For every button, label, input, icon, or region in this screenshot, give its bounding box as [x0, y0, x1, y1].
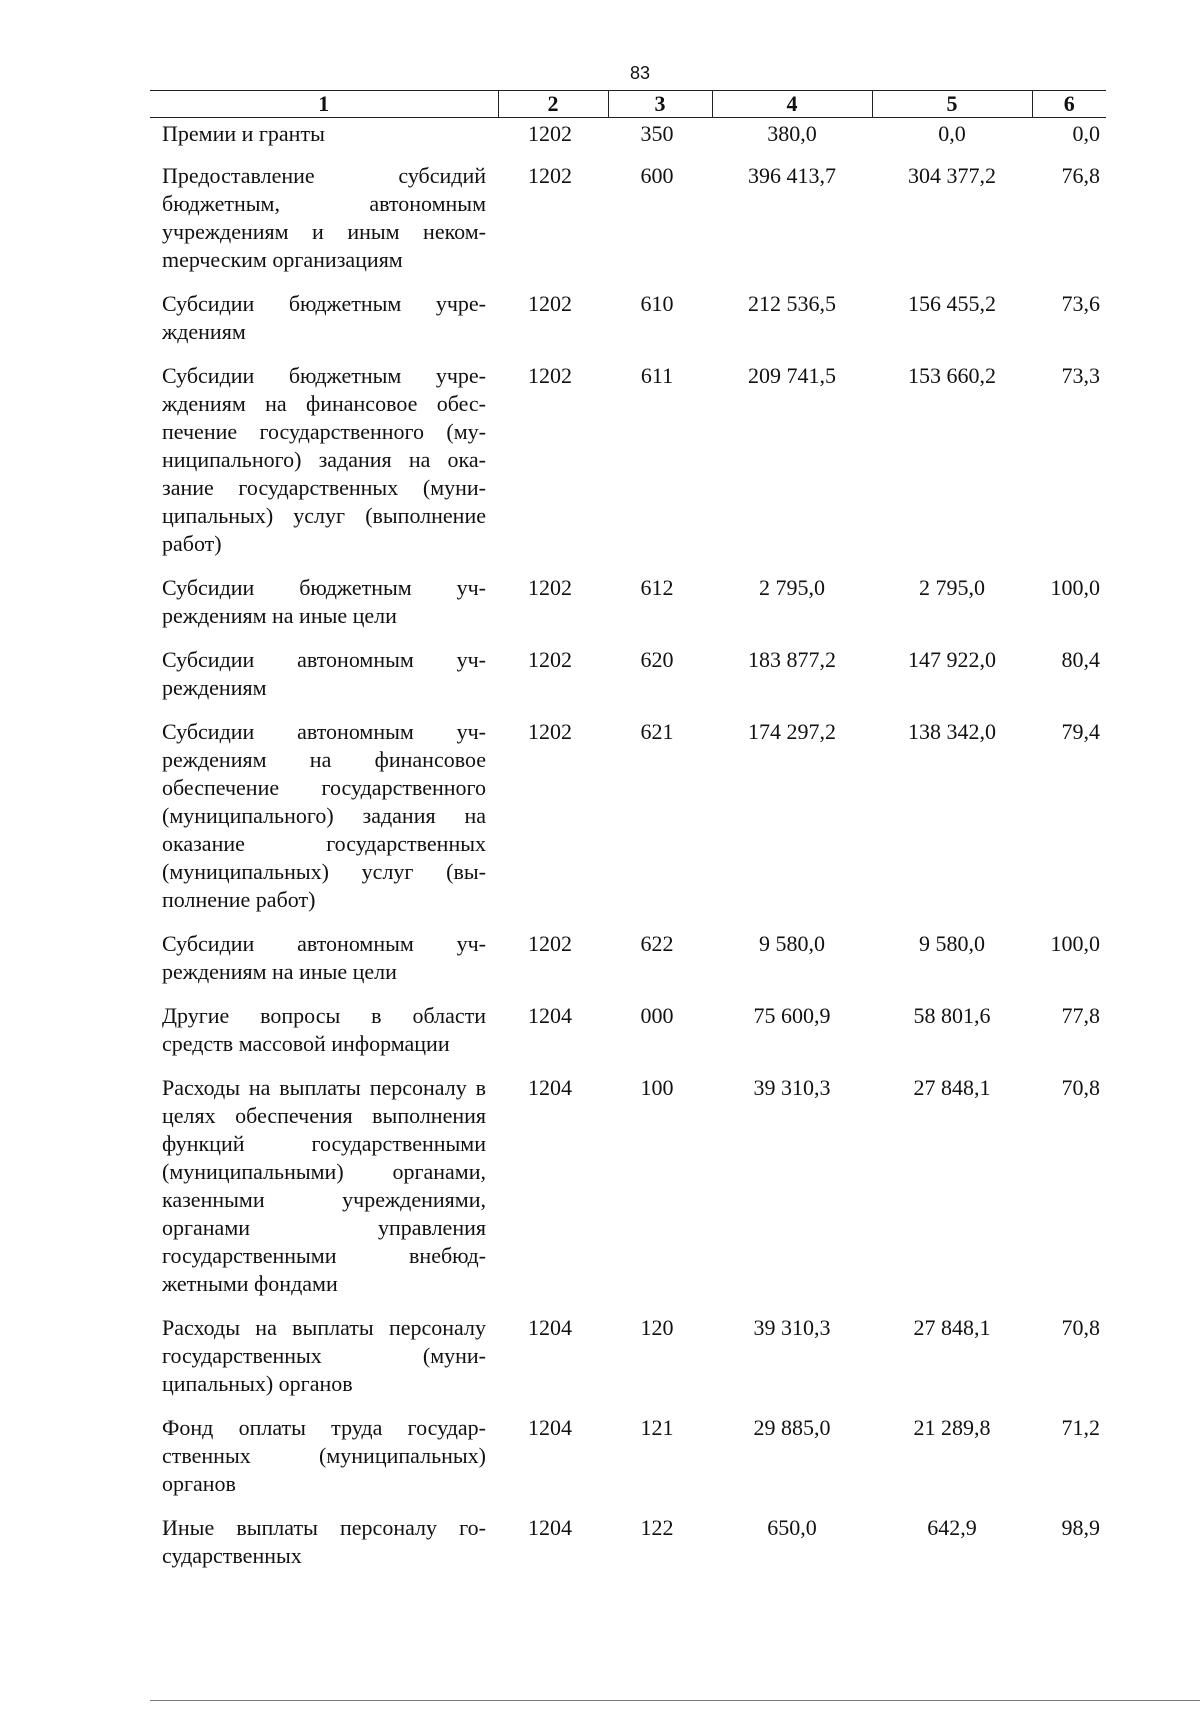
row-value-col6: 71,2	[1061, 1415, 1100, 1440]
row-value-col6: 70,8	[1061, 1075, 1100, 1100]
row-value-col4: 9 580,0	[759, 931, 825, 956]
row-section-code: 1202	[528, 121, 572, 146]
row-value-col5: 147 922,0	[908, 647, 996, 672]
row-expense-code: 100	[640, 1075, 674, 1100]
row-value-col5: 304 377,2	[908, 163, 996, 188]
row-name: Другие вопросы в области средств массовой информации	[162, 1003, 486, 1056]
row-value-col4: 183 877,2	[748, 647, 836, 672]
row-value-col4: 174 297,2	[748, 719, 836, 744]
row-value-col5: 9 580,0	[919, 931, 985, 956]
row-value-col5: 27 848,1	[913, 1075, 991, 1100]
table-row	[150, 930, 1106, 1002]
row-value-col5: 2 795,0	[919, 575, 985, 600]
row-expense-code: 611	[640, 363, 674, 388]
bottom-divider	[150, 1700, 1200, 1701]
row-value-col6: 98,9	[1061, 1515, 1100, 1540]
row-value-col6: 77,8	[1061, 1003, 1100, 1028]
header-col-2: 2	[498, 91, 608, 118]
row-section-code: 1204	[528, 1075, 572, 1100]
row-section-code: 1204	[528, 1415, 572, 1440]
row-expense-code: 000	[640, 1003, 674, 1028]
row-section-code: 1202	[528, 363, 572, 388]
row-value-col4: 75 600,9	[753, 1003, 831, 1028]
row-expense-code: 120	[640, 1315, 674, 1340]
row-value-col4: 396 413,7	[748, 163, 836, 188]
row-value-col6: 73,3	[1061, 363, 1100, 388]
row-name: Расходы на выплаты персоналу в целях обеспечения выполнения функций государственными (муниципальными) органами, казенными учреждениями, органами управления государственными внебюджетными фондами	[162, 1075, 486, 1296]
row-value-col6: 0,0	[1072, 121, 1100, 146]
row-section-code: 1202	[528, 931, 572, 956]
row-expense-code: 350	[640, 121, 674, 146]
table-row	[150, 362, 1106, 574]
budget-table	[150, 90, 1106, 1586]
row-expense-code: 121	[640, 1415, 674, 1440]
row-section-code: 1202	[528, 291, 572, 316]
table-row	[150, 1074, 1106, 1314]
table-row	[150, 290, 1106, 362]
row-expense-code: 620	[640, 647, 674, 672]
row-value-col6: 79,4	[1061, 719, 1100, 744]
row-section-code: 1204	[528, 1515, 572, 1540]
table-row	[150, 162, 1106, 290]
row-expense-code: 612	[640, 575, 674, 600]
row-value-col6: 80,4	[1061, 647, 1100, 672]
row-value-col6: 73,6	[1061, 291, 1100, 316]
row-section-code: 1204	[528, 1003, 572, 1028]
row-value-col5: 642,9	[927, 1515, 977, 1540]
header-row	[150, 91, 1106, 118]
row-value-col5: 153 660,2	[908, 363, 996, 388]
row-name: Субсидии бюджетным учреждениям на иные цели	[162, 575, 486, 628]
row-expense-code: 122	[640, 1515, 674, 1540]
row-value-col4: 2 795,0	[759, 575, 825, 600]
row-value-col6: 76,8	[1061, 163, 1100, 188]
row-name: Субсидии бюджетным учреждениям	[162, 291, 486, 344]
row-name: Расходы на выплаты персоналу государственных (муниципальных) органов	[162, 1315, 486, 1396]
row-name: Премии и гранты	[162, 121, 325, 146]
row-section-code: 1202	[528, 647, 572, 672]
row-name: Субсидии автономным учреждениям на финансовое обеспечение государственного (муниципального) задания на оказание государственных (муниципальных) услуг (выполнение работ)	[162, 719, 486, 912]
table-row	[150, 118, 1106, 163]
row-value-col4: 39 310,3	[753, 1315, 831, 1340]
row-value-col4: 209 741,5	[748, 363, 836, 388]
row-section-code: 1204	[528, 1315, 572, 1340]
row-value-col4: 380,0	[767, 121, 817, 146]
row-value-col5: 58 801,6	[913, 1003, 991, 1028]
row-expense-code: 600	[640, 163, 674, 188]
row-expense-code: 621	[640, 719, 674, 744]
row-value-col5: 156 455,2	[908, 291, 996, 316]
page-number: 83	[629, 63, 651, 83]
row-section-code: 1202	[528, 163, 572, 188]
row-name: Иные выплаты персоналу государственных	[162, 1515, 486, 1568]
header-col-4: 4	[712, 91, 872, 118]
row-value-col4: 650,0	[767, 1515, 817, 1540]
table-row	[150, 1514, 1106, 1586]
table-row	[150, 1414, 1106, 1514]
row-value-col5: 0,0	[938, 121, 966, 146]
row-name: Субсидии бюджетным учреждениям на финансовое обеспечение государственного (муниципального) задания на оказание государственных (муниципальных) услуг (выполнение работ)	[162, 363, 486, 556]
row-value-col5: 27 848,1	[913, 1315, 991, 1340]
row-name: Фонд оплаты труда государственных (муниципальных) органов	[162, 1415, 486, 1496]
row-value-col4: 212 536,5	[748, 291, 836, 316]
row-value-col4: 29 885,0	[753, 1415, 831, 1440]
row-value-col6: 100,0	[1050, 931, 1100, 956]
row-expense-code: 622	[640, 931, 674, 956]
header-col-6: 6	[1032, 91, 1106, 118]
row-section-code: 1202	[528, 575, 572, 600]
table-row	[150, 574, 1106, 646]
row-name: Субсидии автономным учреждениям на иные цели	[162, 931, 486, 984]
table-body	[150, 118, 1106, 1587]
row-expense-code: 610	[640, 291, 674, 316]
header-col-5: 5	[872, 91, 1032, 118]
table-header	[150, 91, 1106, 118]
row-value-col5: 138 342,0	[908, 719, 996, 744]
row-value-col6: 100,0	[1050, 575, 1100, 600]
row-name: Предоставление субсидий бюджетным, автономным учреждениям и иным некомmерческим организациям	[162, 163, 486, 272]
row-value-col5: 21 289,8	[913, 1415, 991, 1440]
table-row	[150, 646, 1106, 718]
table-row	[150, 718, 1106, 930]
row-name: Субсидии автономным учреждениям	[162, 647, 486, 700]
row-value-col4: 39 310,3	[753, 1075, 831, 1100]
header-col-3: 3	[608, 91, 712, 118]
row-value-col6: 70,8	[1061, 1315, 1100, 1340]
header-col-1: 1	[150, 91, 498, 118]
table-row	[150, 1314, 1106, 1414]
table-row	[150, 1002, 1106, 1074]
row-section-code: 1202	[528, 719, 572, 744]
